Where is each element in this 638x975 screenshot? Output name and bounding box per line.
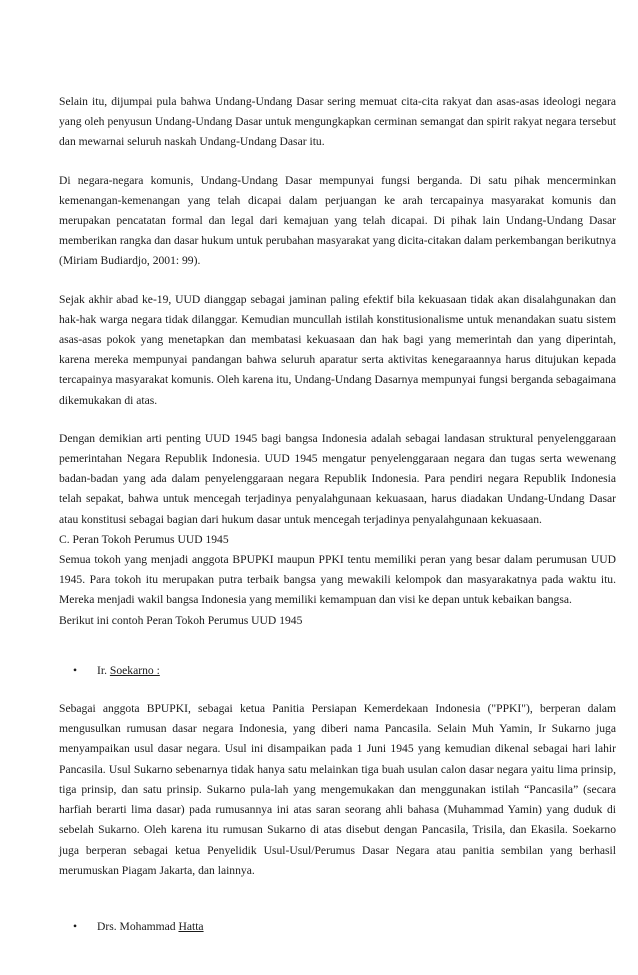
bullet-hatta-name: Hatta — [178, 919, 204, 933]
bullet-soekarno — [59, 661, 616, 681]
paragraph-soekarno-role: Sebagai anggota BPUPKI, sebagai ketua Panitia Persiapan Kemerdekaan Indonesia ("PPKI"), berperan dalam mengusulkan rumusan dasar negara Indonesia, yang diberi nama Pancasila. Selain Muh Yamin, Ir Sukarno juga menyampaikan usul dasar negara. Usul ini disampaikan pada 1 Juni 1945 yang kemudian dikenal sebagai hari lahir Pancasila. Usul Sukarno sebenarnya tidak hanya satu melainkan tiga buah usulan calon dasar negara yaitu lima prinsip, tiga prinsip, dan satu prinsip. Sukarno pula-lah yang mengemukakan dan menggunakan istilah “Pancasila” (secara harfiah berarti lima dasar) pada rumusannya ini atas saran seorang ahli bahasa (Muhammad Yamin) yang duduk di sebelah Sukarno. Oleh karena itu rumusan Sukarno di atas disebut dengan Pancasila, Trisila, dan Ekasila. Soekarno juga berperan sebagai ketua Penyelidik Usul-Usul/Perumus Dasar Negara atau panitia sembilan yang berhasil merumuskan Piagam Jakarta, dan lainnya. — [59, 702, 616, 877]
paragraph-importance-uud: Dengan demikian arti penting UUD 1945 bagi bangsa Indonesia adalah sebagai landasan struktural penyelenggaraan pemerintahan Negara Republik Indonesia. UUD 1945 mengatur penyelenggaraan negara dan tugas serta wewenang badan-badan yang ada dalam penyelenggaraan negara Republik Indonesia. Para pendiri negara Republik Indonesia telah sepakat, bahwa untuk mencegah terjadinya penyalahgunaan kekuasaan, harus diadakan Undang-Undang Dasar atau konstitusi sebagai bagian dari hukum dasar untuk mencegah terjadinya penyalahgunaan kekuasaan. — [59, 431, 616, 526]
paragraph-ideology: Selain itu, dijumpai pula bahwa Undang-Undang Dasar sering memuat cita-cita rakyat dan asas-asas ideologi negara yang oleh penyusun Undang-Undang Dasar untuk mengungkapkan cerminan semangat dan spirit rakyat negara tersebut dan mewarnai seluruh naskah Undang-Undang Dasar itu. — [59, 95, 616, 149]
bullet-icon: • — [73, 919, 78, 933]
bullet-soekarno-prefix: Ir. — [97, 663, 110, 677]
bullet-soekarno-name: Soekarno : — [109, 663, 160, 677]
paragraph-examples-intro: Berikut ini contoh Peran Tokoh Perumus UUD 1945 — [59, 613, 303, 627]
bullet-hatta-prefix: Drs. Mohammad — [97, 919, 179, 933]
bullet-hatta — [59, 917, 616, 937]
section-heading-c: C. Peran Tokoh Perumus UUD 1945 — [59, 532, 229, 546]
paragraph-communist-countries: Di negara-negara komunis, Undang-Undang Dasar mempunyai fungsi berganda. Di satu pihak mencerminkan kemenangan-kemenangan yang telah dicapai dalam perjuangan ke arah tercapainya masyarakat komunis dan merupakan pencatatan formal dan legal dari kemajuan yang telah dicapai. Di pihak lain Undang-Undang Dasar memberikan rangka dan dasar hukum untuk perubahan masyarakat yang dicita-citakan dalam perkembangan berikutnya (Miriam Budiardjo, 2001: 99). — [59, 173, 616, 268]
paragraph-bpupki-members: Semua tokoh yang menjadi anggota BPUPKI maupun PPKI tentu memiliki peran yang besar dalam perumusan UUD 1945. Para tokoh itu merupakan putra terbaik bangsa yang mewakili kelompok dan masyarakatnya pada waktu itu. Mereka menjadi wakil bangsa Indonesia yang memiliki kemampuan dan visi ke depan untuk kebaikan bangsa. — [59, 553, 616, 607]
bullet-icon: • — [73, 663, 78, 677]
document-page — [59, 92, 616, 937]
paragraph-19th-century: Sejak akhir abad ke-19, UUD dianggap sebagai jaminan paling efektif bila kekuasaan tidak akan disalahgunakan dan hak-hak warga negara tidak dilanggar. Kemudian muncullah istilah konstitusionalisme untuk menandakan suatu sistem asas-asas pokok yang menetapkan dan membatasi kekuasaan dan hak bagi yang memerintah dan yang diperintah, karena mereka mempunyai pandangan bahwa seluruh aparatur serta aktivitas kenegaraannya harus ditujukan kepada tercapainya masyarakat komunis. Oleh karena itu, Undang-Undang Dasarnya mempunyai fungsi berganda sebagaimana dikemukakan di atas. — [59, 292, 616, 407]
